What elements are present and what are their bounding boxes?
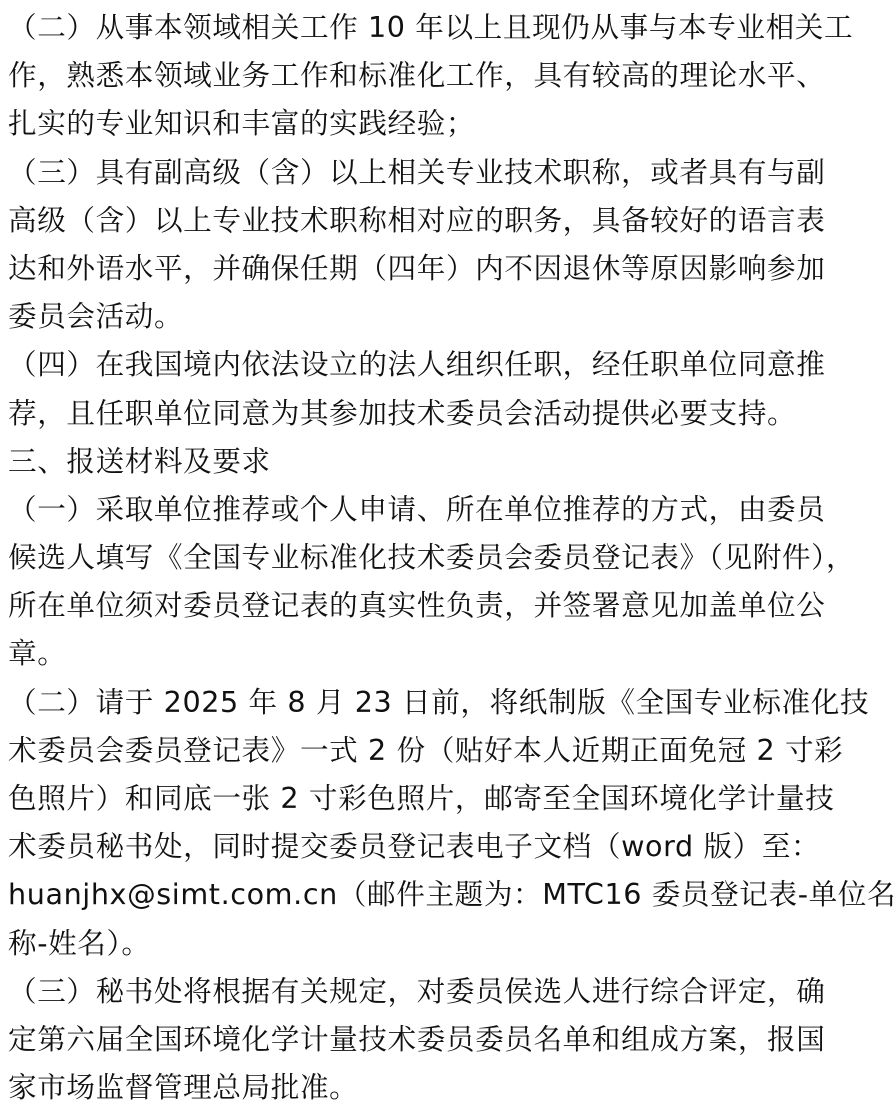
email-line: huanjhx@simt.com.cn（邮件主题为：MTC16 委员登记表-单位名 [8, 877, 896, 912]
text-line: （二）从事本领域相关工作 10 年以上且现仍从事与本专业相关工 [8, 10, 854, 44]
text-line: 术委员秘书处，同时提交委员登记表电子文档（word 版）至： [8, 829, 821, 864]
section-heading: 三、报送材料及要求 [8, 443, 271, 478]
text-line: 作，熟悉本领域业务工作和标准化工作，具有较高的理论水平、 [8, 58, 826, 93]
text-line: 定第六届全国环境化学计量技术委员委员名单和组成方案，报国 [8, 1021, 826, 1056]
document-body [8, 3, 896, 1111]
text-line: 高级（含）以上专业技术职称相对应的职务，具备较好的语言表 [8, 202, 826, 237]
text-line: 章。 [8, 636, 67, 671]
text-line: （四）在我国境内依法设立的法人组织任职，经任职单位同意推 [8, 347, 826, 382]
text-line: （三）具有副高级（含）以上相关专业技术职称，或者具有与副 [8, 154, 826, 189]
text-line: 达和外语水平，并确保任期（四年）内不因退休等原因影响参加 [8, 250, 826, 285]
text-line: 委员会活动。 [8, 299, 184, 334]
text-line: 术委员会委员登记表》一式 2 份（贴好本人近期正面免冠 2 寸彩 [8, 732, 844, 767]
text-line: 称-姓名）。 [8, 925, 151, 960]
text-line: 色照片）和同底一张 2 寸彩色照片，邮寄至全国环境化学计量技 [8, 781, 835, 815]
text-line: 家市场监督管理总局批准。 [8, 1070, 359, 1105]
text-line: 荐，且任职单位同意为其参加技术委员会活动提供必要支持。 [8, 395, 797, 430]
text-line: （一）采取单位推荐或个人申请、所在单位推荐的方式，由委员 [8, 491, 826, 526]
text-line: 所在单位须对委员登记表的真实性负责，并签署意见加盖单位公 [8, 588, 826, 623]
text-line: 扎实的专业知识和丰富的实践经验； [8, 106, 476, 141]
text-line: （三）秘书处将根据有关规定，对委员侯选人进行综合评定，确 [8, 973, 826, 1008]
text-line: （二）请于 2025 年 8 月 23 日前，将纸制版《全国专业标准化技 [8, 684, 870, 719]
text-line: 候选人填写《全国专业标准化技术委员会委员登记表》（见附件）， [8, 540, 856, 575]
